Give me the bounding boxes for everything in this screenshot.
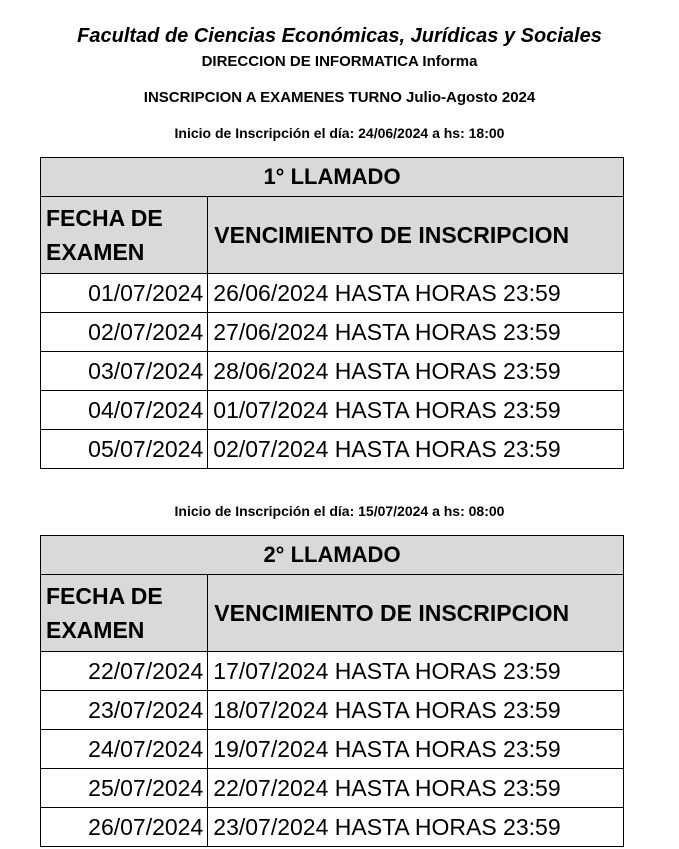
table-row [41,352,624,391]
registration-start-2: Inicio de Inscripción el día: 15/07/2024 a hs: 08:00 [174,503,505,519]
column-header-exam-date: FECHA DE EXAMEN [41,575,208,652]
registration-deadline: 19/07/2024 HASTA HORAS 23:59 [208,730,624,769]
registration-deadline: 23/07/2024 HASTA HORAS 23:59 [208,808,624,847]
table-row [41,808,624,847]
schedule-table-2 [40,535,624,847]
registration-deadline: 17/07/2024 HASTA HORAS 23:59 [208,652,624,691]
registration-deadline: 18/07/2024 HASTA HORAS 23:59 [208,691,624,730]
exam-date: 01/07/2024 [41,274,208,313]
registration-deadline: 02/07/2024 HASTA HORAS 23:59 [208,430,624,469]
registration-start-1: Inicio de Inscripción el día: 24/06/2024 a hs: 18:00 [174,125,505,141]
faculty-title: Facultad de Ciencias Económicas, Jurídicas y Sociales [77,25,602,47]
exam-date: 04/07/2024 [41,391,208,430]
call-title-1: 1° LLAMADO [41,158,624,197]
registration-deadline: 22/07/2024 HASTA HORAS 23:59 [208,769,624,808]
registration-deadline: 28/06/2024 HASTA HORAS 23:59 [208,352,624,391]
exam-period-heading: INSCRIPCION A EXAMENES TURNO Julio-Agosto 2024 [143,89,536,106]
exam-date: 25/07/2024 [41,769,208,808]
table-row [41,274,624,313]
exam-date: 23/07/2024 [41,691,208,730]
exam-date: 02/07/2024 [41,313,208,352]
table-row [41,391,624,430]
table-row [41,652,624,691]
column-header-registration-deadline: VENCIMIENTO DE INSCRIPCION [208,197,624,274]
registration-deadline: 26/06/2024 HASTA HORAS 23:59 [208,274,624,313]
call-title-2: 2° LLAMADO [41,536,624,575]
table-row [41,769,624,808]
table-row [41,730,624,769]
exam-date: 03/07/2024 [41,352,208,391]
exam-date: 22/07/2024 [41,652,208,691]
exam-date: 05/07/2024 [41,430,208,469]
department-subtitle: DIRECCION DE INFORMATICA Informa [201,53,478,70]
column-header-exam-date: FECHA DE EXAMEN [41,197,208,274]
registration-deadline: 01/07/2024 HASTA HORAS 23:59 [208,391,624,430]
table-row [41,313,624,352]
schedule-table-1 [40,157,624,469]
table-row [41,691,624,730]
registration-deadline: 27/06/2024 HASTA HORAS 23:59 [208,313,624,352]
exam-date: 24/07/2024 [41,730,208,769]
column-header-registration-deadline: VENCIMIENTO DE INSCRIPCION [208,575,624,652]
table-row [41,430,624,469]
exam-date: 26/07/2024 [41,808,208,847]
